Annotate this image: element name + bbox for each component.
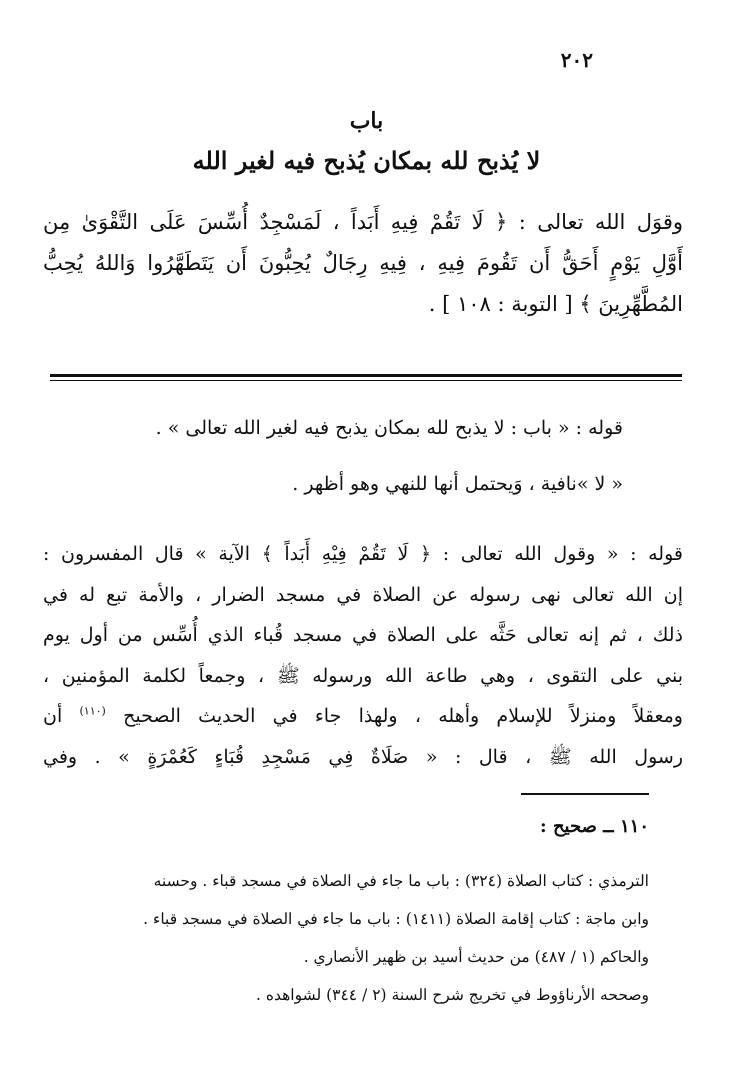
paragraph-line-with-footnote [43,696,683,737]
paragraph-line: ذلك ، ثم إنه تعالى حَثَّه على الصلاة في مسجد قُباء الذي أُسِّس من أول يوم [43,624,683,646]
footnote-line: وصححه الأرناؤوط في تخريج شرح السنة (٢ / ٣٤٤) لشواهده . [256,986,649,1004]
paragraph-line: رسول الله ﷺ ، قال : « صَلَاةٌ فِي مَسْجِدِ قُبَاءٍ كَعُمْرَةٍ » . وفي [43,745,683,768]
section-divider-thick [50,374,682,377]
commentary-negation-note: « لا »نافية ، وَيحتمل أنها للنهي وهو أظهر . [292,473,623,495]
footnote-line: والحاكم (١ / ٤٨٧) من حديث أسيد بن ظهير الأنصاري . [303,948,649,966]
section-divider-thin [50,380,682,381]
footnote-divider [521,793,649,795]
chapter-title: لا يُذبح لله بمكان يُذبح فيه لغير الله [192,146,541,175]
footnote-reference[interactable]: (١١٠) [79,704,106,718]
commentary-paragraph [43,534,683,777]
footnote-line: الترمذي : كتاب الصلاة (٣٢٤) : باب ما جاء في الصلاة في مسجد قباء . وحسنه [153,872,649,890]
chapter-label: باب [349,108,384,134]
commentary-line [43,406,623,450]
paragraph-line-suffix: أن [43,705,63,727]
paragraph-line-text: ومعقلاً ومنزلاً للإسلام وأهله ، ولهذا جاء في الحديث الصحيح [123,705,683,727]
footnote-heading: ١١٠ ــ صحيح : [540,816,649,837]
verse-line: وقوَل الله تعالى : ﴿ لَا تَقُمْ فِيهِ أَبَداً ، لَمَسْجِدٌ أُسِّسَ عَلَى التَّقْوَىٰ مِن [43,210,683,234]
paragraph-line: إن الله تعالى نهى رسوله عن الصلاة في مسجد الضرار ، والأمة تبع له في [43,583,683,606]
paragraph-line: قوله : « وقول الله تعالى : ﴿ لَا تَقُمْ فِيْهِ أَبَداً ﴾ الآية » قال المفسرون : [43,543,683,565]
commentary-line [43,462,623,506]
footnote-line: وابن ماجة : كتاب إقامة الصلاة (١٤١١) : باب ما جاء في الصلاة في مسجد قباء . [143,910,649,928]
commentary-chapter-quote: قوله : « باب : لا يذبح لله بمكان يذبح فيه لغير الله تعالى » . [155,417,623,439]
paragraph-line: بني على التقوى ، وهي طاعة الله ورسوله ﷺ ، وجمعاً لكلمة المؤمنين ، [43,664,683,687]
verse-line: المُطَّهِّرِينَ ﴾ [ التوبة : ١٠٨ ] . [428,292,683,316]
quranic-verse-block [43,202,683,325]
page-number: ٢٠٢ [560,48,593,72]
footnote-block [49,862,649,1014]
verse-line: أَوَّلِ يَوْمٍ أَحَقُّ أَن تَقُومَ فِيهِ ، فِيهِ رِجَالٌ يُحِبُّونَ أَن يَتَطَهَّرُوا وَاللهُ يُحِبُّ [43,251,683,275]
